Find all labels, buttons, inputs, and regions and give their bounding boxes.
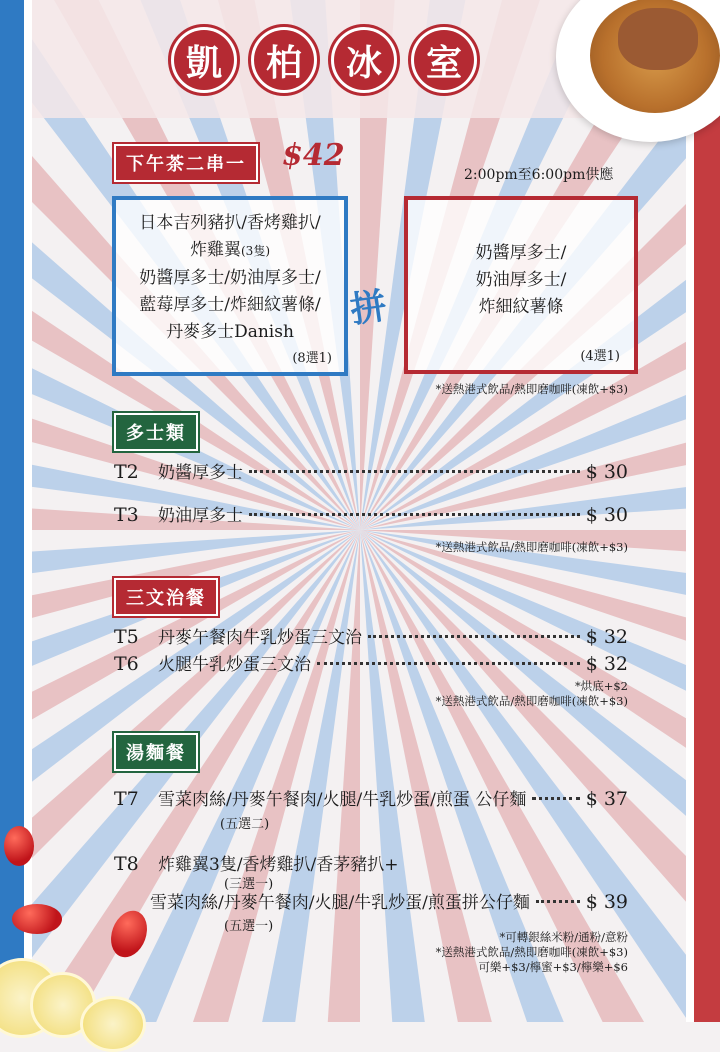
tea-left-choice: (8選1) (292, 351, 332, 366)
right-red-stripe (694, 0, 720, 1022)
tea-right-line: 炸細紋薯條 (478, 297, 564, 317)
noodle-section-label: 湯麵餐 (114, 733, 198, 771)
lemon-slice-decoration (80, 996, 146, 1052)
menu-item-t8-line1: T8 炸雞翼3隻/香烤雞扒/香茅豬扒+ (114, 853, 399, 875)
menu-item-t2: T2 奶醬厚多士 $ 30 (114, 461, 628, 483)
noodle-soda-note: 可樂+$3/檸蜜+$3/檸樂+$6 (478, 960, 628, 974)
left-blue-stripe (0, 0, 24, 1022)
tea-right-box (404, 196, 638, 374)
menu-item-t8-line2: 雪菜肉絲/丹麥午餐肉/火腿/牛乳炒蛋/煎蛋拼公仔麵 $ 39 (150, 891, 628, 913)
tea-left-line: 炸雞翼(3隻) (190, 240, 270, 260)
toast-drink-note: *送熱港式飲品/熱即磨咖啡(凍飲+$3) (435, 540, 628, 554)
tea-set-hours: 2:00pm至6:00pm供應 (464, 167, 614, 183)
sandwich-section-label: 三文治餐 (114, 578, 218, 616)
noodle-drink-note: *送熱港式飲品/熱即磨咖啡(凍飲+$3) (435, 945, 628, 959)
toast-section-label: 多士類 (114, 413, 198, 451)
shop-title (168, 24, 480, 96)
menu-item-t7: T7 雪菜肉絲/丹麥午餐肉/火腿/牛乳炒蛋/煎蛋 公仔麵 $ 37 (114, 788, 628, 810)
menu-item-t3: T3 奶油厚多士 $ 30 (114, 504, 628, 526)
title-circle: 柏 (248, 24, 320, 96)
title-circle: 室 (408, 24, 480, 96)
t8-choice-2: (五選一) (224, 919, 274, 934)
tea-left-line: 奶醬厚多士/奶油厚多士/ (139, 268, 321, 288)
tea-left-line: 日本吉列豬扒/香烤雞扒/ (139, 213, 321, 233)
tea-left-line: 藍莓厚多士/炸細紋薯條/ (139, 295, 321, 315)
tea-drink-note: *送熱港式飲品/熱即磨咖啡(凍飲+$3) (435, 382, 628, 396)
plus-glyph: 拼 (347, 284, 390, 332)
tomato-decoration (4, 826, 34, 866)
title-circle: 冰 (328, 24, 400, 96)
t8-choice-1: (三選一) (224, 877, 274, 892)
tea-set-label: 下午茶二串一 (114, 144, 258, 182)
tea-left-box (112, 196, 348, 376)
right-white-stripe (686, 0, 694, 1022)
tea-left-line: 丹麥多士Danish (166, 322, 294, 342)
noodle-swap-note: *可轉銀絲米粉/通粉/意粉 (499, 930, 628, 944)
left-white-stripe (24, 0, 32, 1022)
menu-item-t6: T6 火腿牛乳炒蛋三文治 $ 32 (114, 653, 628, 675)
tea-right-line: 奶醬厚多士/ (475, 243, 567, 263)
t7-choice: (五選二) (220, 817, 270, 832)
tomato-decoration (12, 904, 62, 934)
menu-item-t5: T5 丹麥午餐肉牛乳炒蛋三文治 $ 32 (114, 626, 628, 648)
tea-set-price: $42 (282, 138, 345, 173)
tea-right-choice: (4選1) (580, 349, 620, 364)
sandwich-toast-note: *烘底+$2 (574, 679, 628, 693)
tea-right-line: 奶油厚多士/ (475, 270, 567, 290)
title-circle: 凱 (168, 24, 240, 96)
sandwich-drink-note: *送熱港式飲品/熱即磨咖啡(凍飲+$3) (435, 694, 628, 708)
